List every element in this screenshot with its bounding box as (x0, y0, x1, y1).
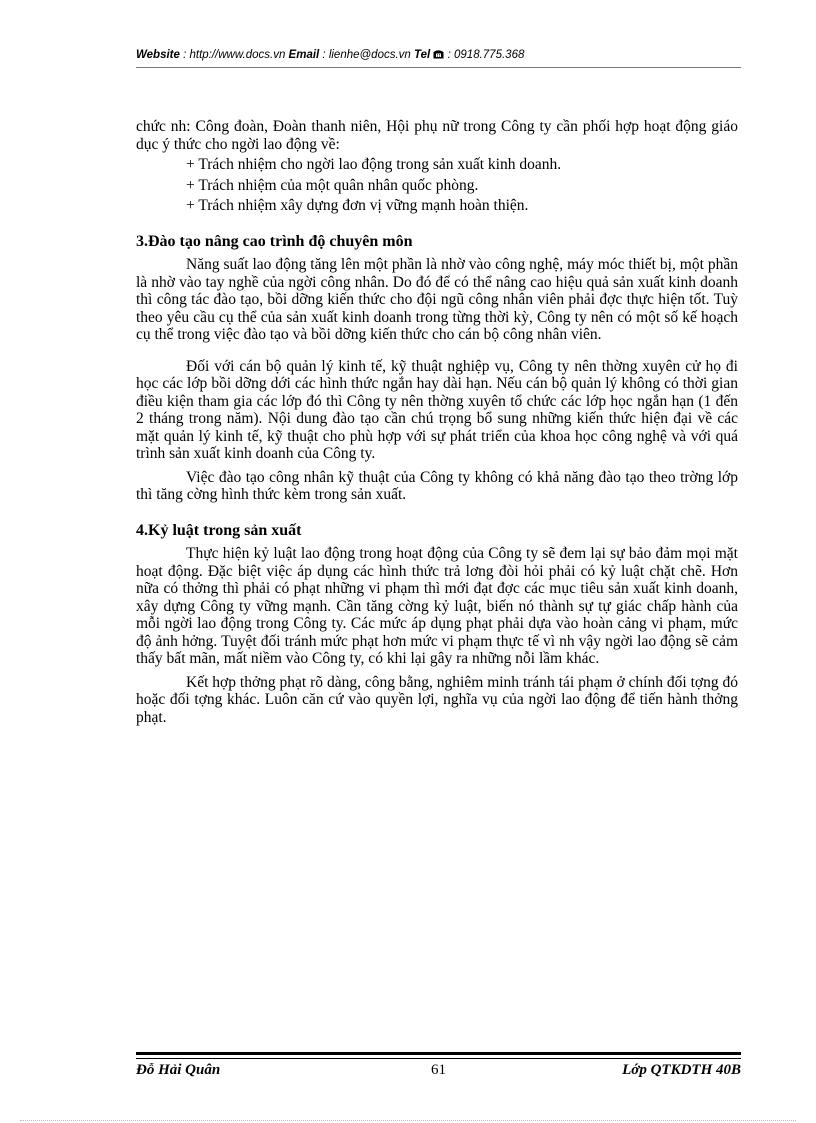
page-number: 61 (431, 1062, 446, 1078)
footer-class: Lớp QTKDTH 40B (622, 1062, 741, 1078)
section-3-paragraph: Việc đào tạo công nhân kỹ thuật của Công ty không có khả năng đào tạo theo trờng lớp thì tăng cờng hình thức kèm trong sản xuất. (136, 468, 738, 503)
website-value: : http://www.docs.vn (179, 49, 289, 61)
header-rule (136, 67, 741, 68)
email-value: : lienhe@docs.vn (319, 49, 415, 61)
phone-icon (433, 49, 444, 61)
page-bottom-edge (20, 1120, 796, 1121)
tel-value: : 0918.775.368 (444, 49, 525, 61)
tel-label: Tel (414, 49, 431, 61)
paragraph-spacer (136, 344, 738, 358)
section-3-heading: 3.Đào tạo nâng cao trình độ chuyên môn (136, 232, 413, 250)
intro-paragraph: chức nh: Công đoàn, Đoàn thanh niên, Hội phụ nữ trong Công ty cần phối hợp hoạt động giáo dục ý thức cho ngời lao động về: (136, 118, 738, 153)
section-4-heading: 4.Kỷ luật trong sản xuất (136, 521, 302, 539)
bullet-item: + Trách nhiệm cho ngời lao động trong sản xuất kinh doanh. (186, 156, 562, 173)
website-label: Website (136, 49, 180, 61)
footer-rule-thick (136, 1052, 741, 1055)
page-footer (136, 1062, 741, 1082)
footer-rule-thin (136, 1058, 741, 1059)
section-3-paragraph: Đối với cán bộ quản lý kinh tế, kỹ thuật nghiệp vụ, Công ty nên thờng xuyên cử họ đi học các lớp bồi dỡng dới các hình thức ngắn hay dài hạn. Nếu cán bộ quản lý không có thời gian điều kiện tham gia các lớp đó thì Công ty nên thờng xuyên tổ chức các lớp học ngắn hạn (1 đến 2 tháng trong năm). Nội dung đào tạo cần chú trọng bổ sung những kiến thức hiện đại về các mặt quản lý kinh tế, kỹ thuật cho phù hợp với sự phát triển của khoa học công nghệ và với quá trình sản xuất kinh doanh của Công ty. (136, 357, 738, 462)
page-header (136, 49, 741, 61)
section-3-paragraph: Năng suất lao động tăng lên một phần là nhờ vào công nghệ, máy móc thiết bị, một phần là nhờ vào tay nghề của ngời công nhân. Do đó để có thể nâng cao hiệu quả sản xuất kinh doanh thì công tác đào tạo, bồi dỡng kiến thức cho đội ngũ công nhân viên phải đợc thực hiện tốt. Tuỳ theo yêu cầu cụ thể của sản xuất kinh doanh trong từng thời kỳ, Công ty nên có một số kế hoạch cụ thể trong việc đào tạo và bồi dỡng kiến thức cho cán bộ công nhân viên. (136, 256, 738, 343)
email-label: Email (288, 49, 320, 61)
section-4-paragraph: Thực hiện kỷ luật lao động trong hoạt động của Công ty sẽ đem lại sự bảo đảm mọi mặt hoạt động. Đặc biệt việc áp dụng các hình thức trả lơng đòi hỏi phải có kỷ luật chặt chẽ. Hơn nữa có thởng thì phải có phạt những vi phạm thì mới đạt đợc các mục tiêu sản xuất kinh doanh, xây dựng Công ty vững mạnh. Cần tăng cờng kỷ luật, biến nó thành sự tự giác chấp hành của mỗi ngời lao động trong Công ty. Các mức áp dụng phạt phải dựa vào hoàn cảng vi phạm, mức độ ảnh hởng. Tuyệt đối tránh mức phạt hơn mức vi phạm thực tế vì nh vậy ngời lao động sẽ cảm thấy bất mãn, mất niềm vào Công ty, có khi lại gây ra những nỗi lầm khác. (136, 545, 738, 667)
footer-author: Đỗ Hải Quân (136, 1062, 221, 1078)
bullet-item: + Trách nhiệm xây dựng đơn vị vững mạnh hoàn thiện. (186, 197, 529, 214)
section-4-paragraph: Kết hợp thởng phạt rõ dàng, công bằng, nghiêm minh tránh tái phạm ở chính đối tợng đó hoặc đối tợng khác. Luôn căn cứ vào quyền lợi, nghĩa vụ của ngời lao động để tiến hành thởng phạt. (136, 673, 738, 726)
bullet-item: + Trách nhiệm của một quân nhân quốc phòng. (186, 176, 479, 194)
document-body (136, 118, 738, 726)
